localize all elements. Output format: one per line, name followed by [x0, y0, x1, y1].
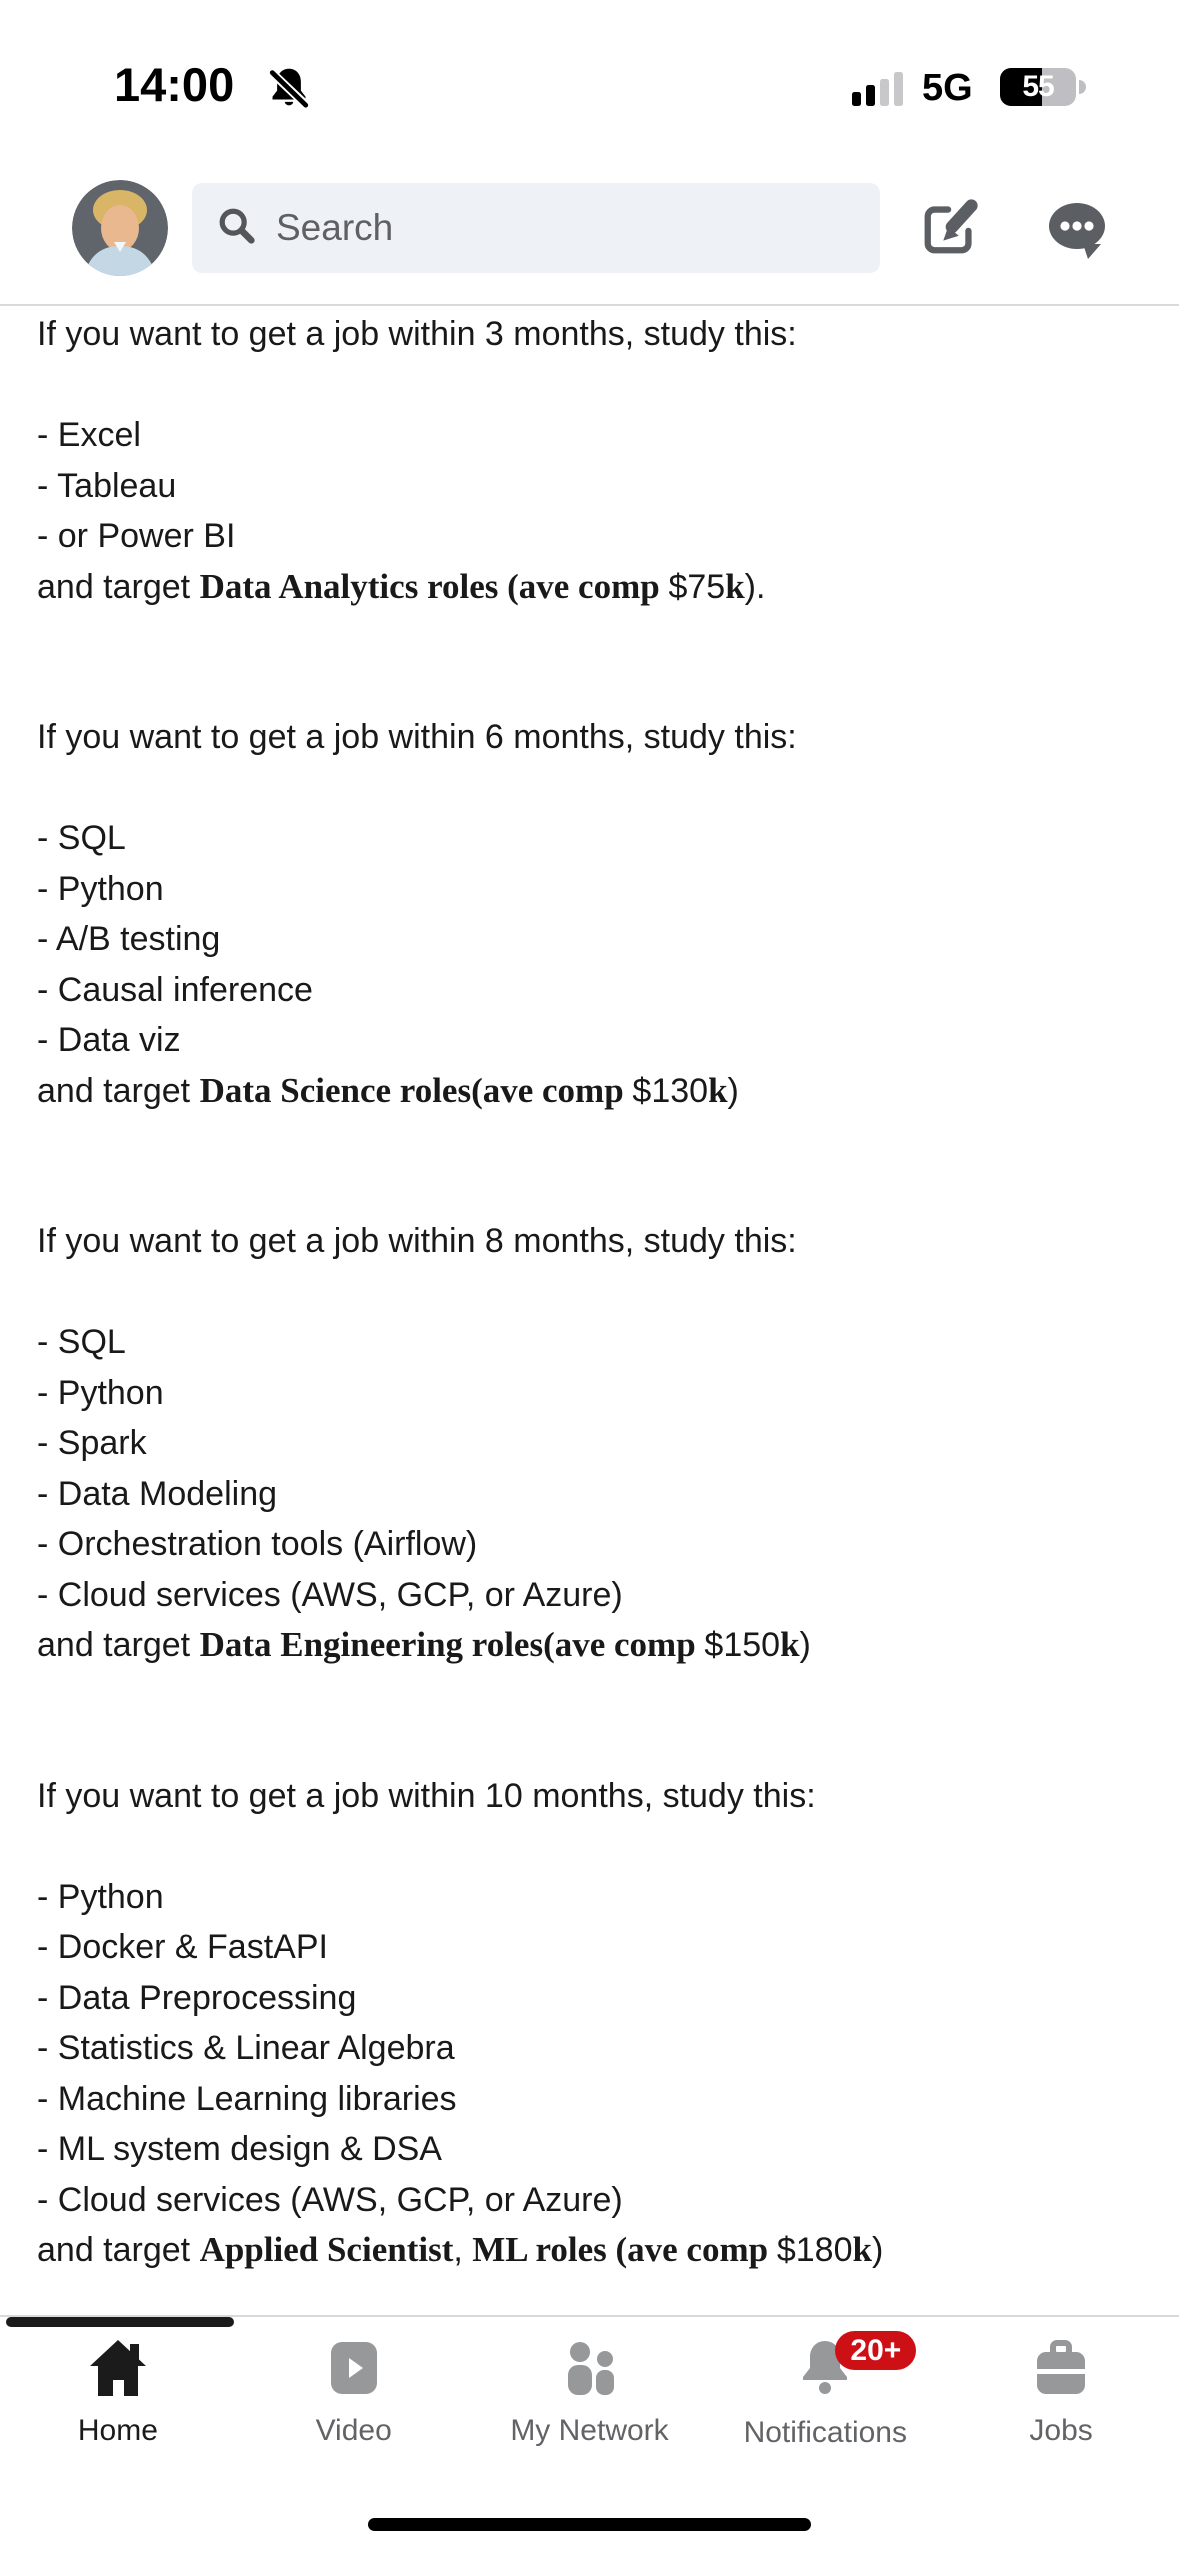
tab-video-label: Video — [315, 2414, 392, 2447]
target-plain-text: $130 — [632, 1071, 709, 1110]
target-plain-text: ). — [744, 567, 766, 606]
target-plain-text: $150 — [704, 1626, 781, 1664]
bottom-nav — [0, 2317, 1179, 2467]
notifications-badge: 20+ — [835, 2331, 916, 2370]
target-plain-text: and target — [37, 567, 200, 606]
post-list-item: - ML system design & DSA — [37, 2130, 442, 2168]
target-bold-text: Applied Scientist — [199, 2230, 454, 2269]
tab-home-label: Home — [77, 2414, 158, 2447]
bell-slash-icon — [266, 64, 312, 115]
post-list-item: - Spark — [37, 1424, 147, 1462]
section-heading: If you want to get a job within 6 months, study this: — [37, 718, 797, 756]
target-bold-text: Data Engineering roles(ave comp — [199, 1625, 705, 1664]
post-list-item: - SQL — [37, 1323, 126, 1361]
post-section — [37, 1771, 1149, 2276]
post-list-item: - Python — [37, 869, 164, 908]
target-plain-text: and target — [37, 1071, 200, 1110]
post-list-item: - SQL — [37, 819, 126, 857]
search-icon — [216, 205, 258, 252]
section-target — [37, 2225, 1149, 2276]
tab-my-network[interactable] — [472, 2317, 708, 2467]
section-target — [37, 1066, 1149, 1117]
post-list-item: - Orchestration tools (Airflow) — [37, 1525, 478, 1563]
post-section — [37, 309, 1149, 612]
target-bold-text: k — [708, 1070, 728, 1110]
section-heading: If you want to get a job within 3 months, study this: — [37, 315, 797, 353]
target-bold-text: k — [852, 2230, 872, 2269]
post-list-item: - Python — [37, 1877, 164, 1916]
target-plain-text: ) — [799, 1626, 811, 1664]
post-section — [37, 1216, 1149, 1671]
section-items — [37, 1872, 1149, 2226]
section-heading: If you want to get a job within 8 months, study this: — [37, 1222, 797, 1260]
tab-home[interactable] — [0, 2317, 236, 2467]
compose-icon[interactable] — [920, 196, 982, 263]
post-list-item: - Cloud services (AWS, GCP, or Azure) — [37, 1575, 623, 1614]
target-plain-text: and target — [37, 2231, 200, 2269]
section-items — [37, 813, 1149, 1066]
jobs-icon — [1032, 2338, 1090, 2403]
post-list-item: - Docker & FastAPI — [37, 1928, 328, 1966]
post-list-item: - Statistics & Linear Algebra — [37, 2029, 455, 2067]
tab-jobs[interactable] — [943, 2317, 1179, 2467]
battery-icon — [1000, 68, 1076, 106]
video-icon — [326, 2338, 382, 2403]
section-target — [37, 562, 1149, 613]
network-type: 5G — [922, 67, 973, 109]
target-bold-text: k — [725, 566, 745, 606]
battery-cap — [1079, 80, 1086, 94]
target-plain-text: , — [453, 2231, 473, 2269]
section-heading: If you want to get a job within 10 months, study this: — [37, 1776, 816, 1815]
target-plain-text: and target — [37, 1626, 200, 1664]
post-list-item: - Python — [37, 1373, 164, 1412]
section-target — [37, 1620, 1149, 1671]
post-list-item: - or Power BI — [37, 517, 236, 555]
post-list-item: - Excel — [37, 416, 141, 454]
post-list-item: - Tableau — [37, 466, 177, 505]
signal-strength-icon — [852, 72, 903, 106]
my-network-icon — [558, 2338, 620, 2403]
section-items — [37, 1317, 1149, 1620]
tab-video[interactable] — [236, 2317, 472, 2467]
messaging-icon[interactable] — [1046, 200, 1110, 265]
battery-percent: 55 — [1022, 70, 1054, 103]
tab-my-network-label: My Network — [510, 2414, 669, 2447]
target-bold-text: ML roles (ave comp — [472, 2230, 777, 2269]
post-list-item: - A/B testing — [37, 920, 221, 958]
target-bold-text: k — [780, 1625, 800, 1664]
target-plain-text: ) — [871, 2231, 884, 2269]
avatar[interactable] — [72, 180, 168, 276]
tab-notifications[interactable] — [707, 2317, 943, 2467]
post-content — [37, 309, 1149, 2276]
tab-notifications-label: Notifications — [743, 2416, 907, 2449]
target-bold-text: Data Analytics roles (ave comp — [199, 566, 669, 606]
section-items — [37, 410, 1149, 562]
post-list-item: - Data Modeling — [37, 1474, 278, 1513]
search-placeholder: Search — [276, 207, 394, 248]
target-plain-text: $75 — [668, 567, 726, 606]
search-input[interactable] — [192, 183, 880, 273]
post-list-item: - Cloud services (AWS, GCP, or Azure) — [37, 2180, 623, 2219]
post-list-item: - Causal inference — [37, 970, 313, 1009]
target-bold-text: Data Science roles(ave comp — [199, 1070, 633, 1110]
target-plain-text: ) — [727, 1071, 739, 1110]
status-time: 14:00 — [114, 58, 235, 111]
post-list-item: - Data Preprocessing — [37, 1978, 357, 2017]
post-section — [37, 712, 1149, 1116]
home-indicator[interactable] — [368, 2518, 811, 2531]
active-tab-indicator — [6, 2317, 234, 2327]
post-list-item: - Data viz — [37, 1021, 181, 1059]
tab-jobs-label: Jobs — [1029, 2414, 1093, 2447]
post-list-item: - Machine Learning libraries — [37, 2079, 457, 2118]
header-divider — [0, 304, 1179, 306]
target-plain-text: $180 — [776, 2231, 853, 2269]
home-icon — [85, 2338, 151, 2403]
